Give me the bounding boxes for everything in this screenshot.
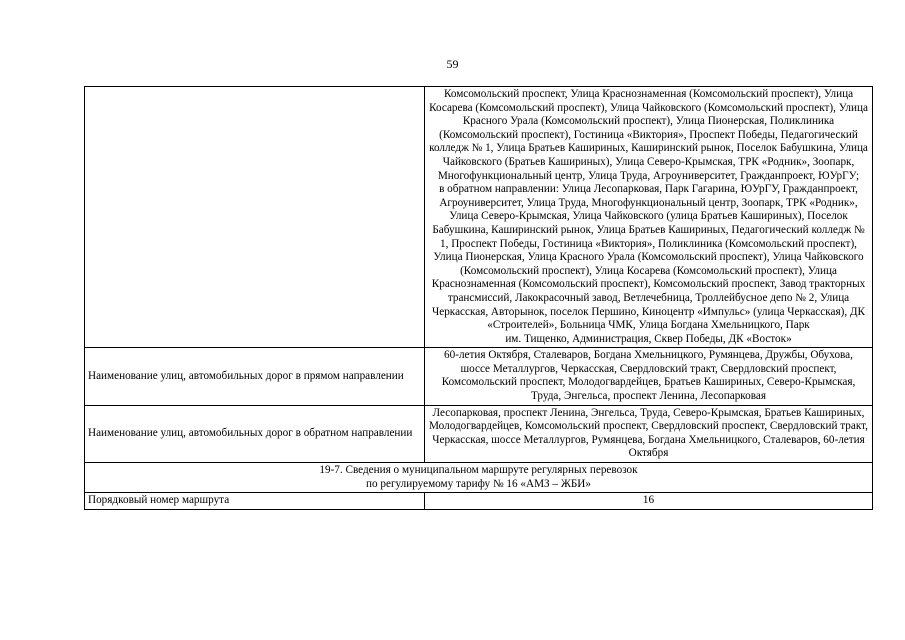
stops-list-cell [425,87,873,348]
reverse-streets-label: Наименование улиц, автомобильных дорог в обратном направлении [85,405,425,462]
stops-label-cell [85,87,425,348]
section-heading [85,463,873,493]
table-row [85,463,873,493]
stops-reverse-text-end: им. Тищенко, Администрация, Сквер Победы, ДК «Восток» [505,332,792,345]
forward-streets-value: 60-летия Октября, Сталеваров, Богдана Хмельницкого, Румянцева, Дружбы, Обухова, шоссе Металлургов, Черкасская, Свердловский тракт, Свердловский проспект, Комсомольский проспект, Молодогвардейцев, Братьев Кашириных, Северо-Крымская, Труда, Энгельса, проспект Ленина, Лесопарковая [425,348,873,405]
route-number-value: 16 [425,493,873,510]
table-row [85,348,873,405]
table-row [85,493,873,510]
stops-forward-text: Комсомольский проспект, Улица Краснознаменная (Комсомольский проспект), Улица Косарева (Комсомольский проспект), Улица Чайковского (Комсомольский проспект), Улица Красного Урала (Комсомольский проспект), Улица Пионерская, Поликлиника (Комсомольский проспект), Гостиница «Виктория», Проспект Победы, Педагогический колледж № 1, Улица Братьев Кашириных, Каширинский рынок, Поселок Бабушкина, Улица Чайковского (Братьев Кашириных), Улица Северо-Крымская, ТРК «Родник», Зоопарк, Многофункциональный центр, Улица Труда, Агроуниверситет, Гражданпроект, ЮУрГУ; [429,88,868,182]
page-number: 59 [446,57,459,71]
section-heading-line2: по регулируемому тарифу № 16 «АМЗ – ЖБИ» [366,477,591,490]
section-heading-line1: 19-7. Сведения о муниципальном маршруте регулярных перевозок [319,464,638,477]
route-number-label: Порядковый номер маршрута [85,493,425,510]
reverse-streets-value: Лесопарковая, проспект Ленина, Энгельса, Труда, Северо-Крымская, Братьев Кашириных, Молодогвардейцев, Комсомольский проспект, Свердловский проспект, Свердловский тракт, Черкасская, шоссе Металлургов, Румянцева, Богдана Хмельницкого, Сталеваров, 60-летия Октября [425,405,873,462]
table-row [85,405,873,462]
route-table [84,86,873,510]
forward-streets-label: Наименование улиц, автомобильных дорог в прямом направлении [85,348,425,405]
table-row [85,87,873,348]
stops-reverse-text: в обратном направлении: Улица Лесопарковая, Парк Гагарина, ЮУрГУ, Гражданпроект, Агроуниверситет, Улица Труда, Многофункциональный центр, Зоопарк, ТРК «Родник», Улица Северо-Крымская, Улица Чайковского (улица Братьев Кашириных), Поселок Бабушкина, Каширинский рынок, Улица Братьев Кашириных, Педагогический колледж № 1, Проспект Победы, Гостиница «Виктория», Поликлиника (Комсомольский проспект), Улица Пионерская, Улица Красного Урала (Комсомольский проспект), Улица Чайковского (Комсомольский проспект), Улица Косарева (Комсомольский проспект), Улица Краснознаменная (Комсомольский проспект), Комсомольский проспект, Завод тракторных трансмиссий, Лакокрасочный завод, Ветлечебница, Троллейбусное депо № 2, Улица Черкасская, Авторынок, поселок Першино, Киноцентр «Импульс» (улица Черкасская), ДК «Строителей», Больница ЧМК, Улица Богдана Хмельницкого, Парк [431,183,866,332]
